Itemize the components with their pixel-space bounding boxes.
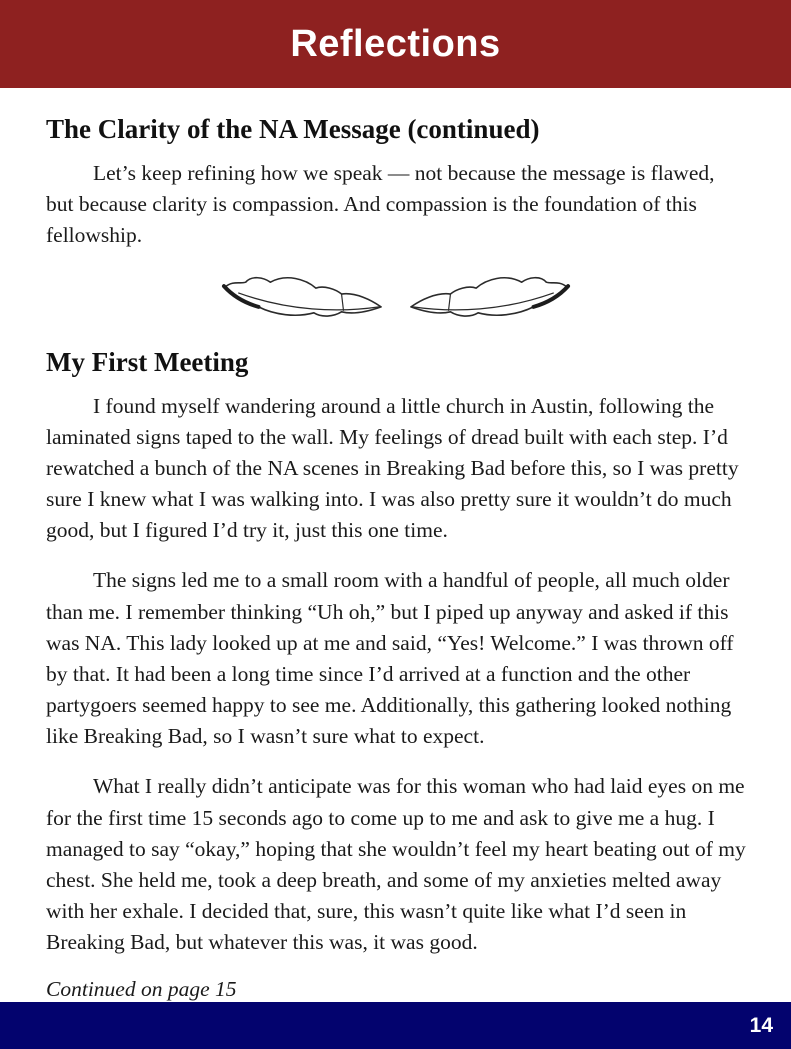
feather-left-icon bbox=[219, 271, 387, 323]
section-heading-first-meeting: My First Meeting bbox=[46, 346, 249, 377]
paragraph-first-meeting-2: The signs led me to a small room with a handful of people, all much older than me. I remember thinking “Uh oh,” but I piped up anyway and asked if this was NA. This lady looked up at me and said, “Yes! Welcome.” I was thrown off by that. It had been a long time since I’d arrived at a function and the other partygoers seemed happy to see me. Additionally, this gathering looked nothing like Breaking Bad, so I wasn’t sure what to expect. bbox=[46, 568, 734, 749]
section-heading-clarity: The Clarity of the NA Message (continued) bbox=[46, 114, 540, 144]
page-header-banner bbox=[0, 0, 791, 88]
paragraph-clarity: Let’s keep refining how we speak — not because the message is flawed, but because clarity is compassion. And compassion is the foundation of this fellowship. bbox=[46, 161, 715, 248]
continued-note: Continued on page 15 bbox=[46, 977, 237, 1002]
page-title: Reflections bbox=[290, 22, 501, 65]
page-footer bbox=[0, 1002, 791, 1049]
feather-divider bbox=[46, 271, 746, 323]
paragraph-first-meeting-1: I found myself wandering around a little church in Austin, following the laminated signs taped to the wall. My feelings of dread built with each step. I’d rewatched a bunch of the NA scenes in Breaking Bad before this, so I was pretty sure I knew what I was walking into. I was also pretty sure it wouldn’t do much good, but I figured I’d try it, just this one time. bbox=[46, 393, 739, 543]
feather-right-icon bbox=[405, 271, 573, 323]
page-number: 14 bbox=[749, 1013, 773, 1037]
page-content bbox=[0, 88, 791, 1002]
paragraph-first-meeting-3: What I really didn’t anticipate was for this woman who had laid eyes on me for the first time 15 seconds ago to come up to me and ask to give me a hug. I managed to say “okay,” hoping that she wouldn’t feel my heart beating out of my chest. She held me, took a deep breath, and some of my anxieties melted away with her exhale. I decided that, sure, this wasn’t quite like what I’d seen in Breaking Bad, but whatever this was, it was good. bbox=[46, 774, 746, 955]
